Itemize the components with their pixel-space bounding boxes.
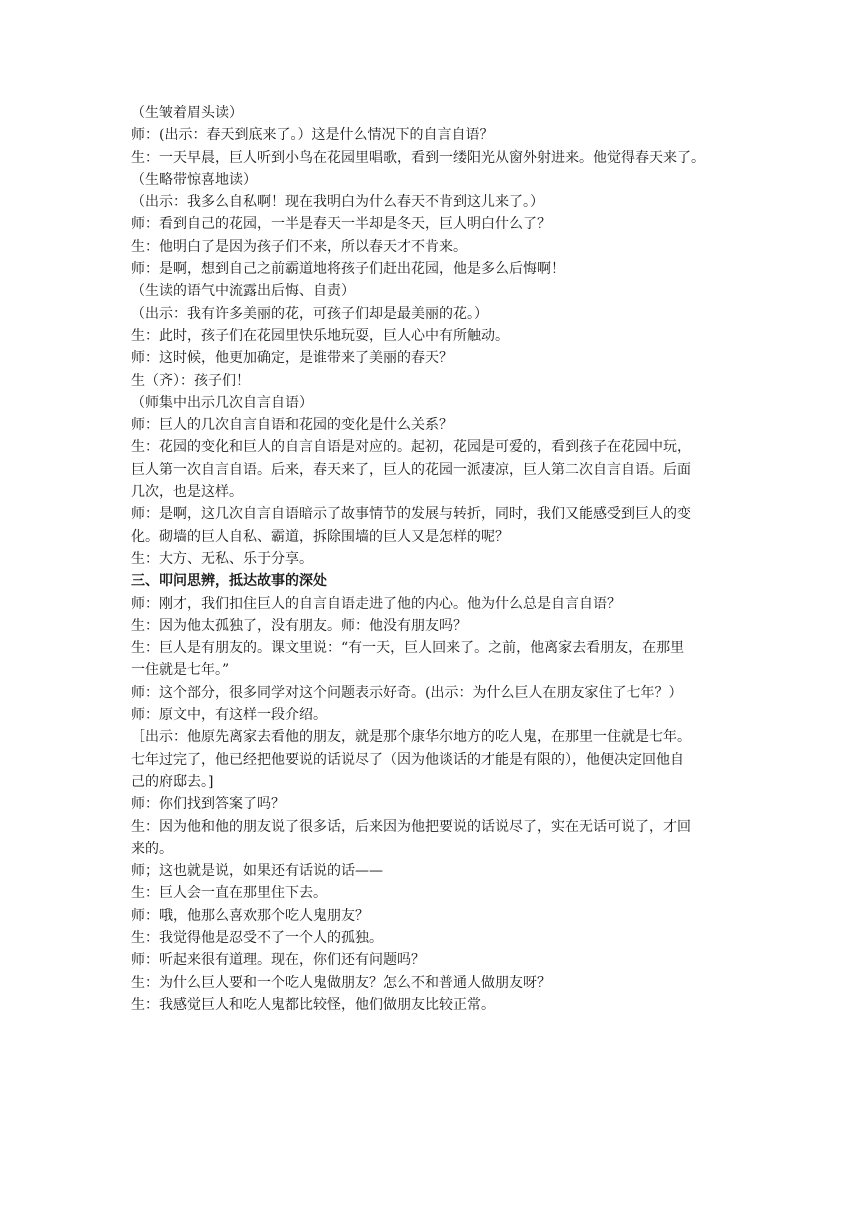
text-line: 生：因为他太孤独了，没有朋友。师：他没有朋友吗？ — [131, 617, 467, 634]
text-line: 师：原文中，有这样一段介绍。 — [131, 707, 327, 724]
text-line: 生：花园的变化和巨人的自言自语是对应的。起初，花园是可爱的，看到孩子在花园中玩， — [131, 439, 691, 456]
text-line: 师：刚才，我们扣住巨人的自言自语走进了他的内心。他为什么总是自言自语？ — [131, 595, 621, 612]
text-line: （出示：我有许多美丽的花，可孩子们却是最美丽的花。） — [131, 305, 488, 322]
text-line: 师：看到自己的花园，一半是春天一半却是冬天，巨人明白什么了？ — [131, 216, 551, 233]
text-line: 生：我觉得他是忍受不了一个人的孤独。 — [131, 929, 383, 946]
text-line: 七年过完了，他已经把他要说的话说尽了（因为他谈话的才能是有限的），他便决定回他自 — [131, 751, 684, 768]
text-line: 化。砌墙的巨人自私、霸道，拆除围墙的巨人又是怎样的呢？ — [131, 528, 509, 545]
text-line: 师：(出示：春天到底来了。）这是什么情况下的自言自语？ — [131, 127, 494, 144]
text-line: 生：他明白了是因为孩子们不来，所以春天才不肯来。 — [131, 238, 467, 255]
text-line: 几次，也是这样。 — [131, 484, 243, 501]
text-line: 生：巨人会一直在那里住下去。 — [131, 885, 327, 902]
text-line: （生略带惊喜地读） — [131, 171, 257, 188]
text-line: 一住就是七年。” — [131, 662, 230, 679]
text-line: （出示：我多么自私啊！现在我明白为什么春天不肯到这儿来了。） — [131, 194, 544, 211]
text-line: 师：这个部分，很多同学对这个问题表示好奇。(出示：为什么巨人在朋友家住了七年？） — [131, 684, 683, 701]
text-line: 来的。 — [131, 840, 173, 857]
text-line: 巨人第一次自言自语。后来，春天来了，巨人的花园一派凄凉，巨人第二次自言自语。后面 — [131, 461, 691, 478]
text-line: 师：是啊，这几次自言自语暗示了故事情节的发展与转折，同时，我们又能感受到巨人的变 — [131, 506, 691, 523]
text-line: 生：巨人是有朋友的。课文里说：“有一天，巨人回来了。之前，他离家去看朋友，在那里 — [131, 640, 685, 657]
text-line: 师：哦，他那么喜欢那个吃人鬼朋友？ — [131, 907, 369, 924]
text-line: 生：此时，孩子们在花园里快乐地玩耍，巨人心中有所触动。 — [131, 327, 509, 344]
text-line: 生：我感觉巨人和吃人鬼都比较怪，他们做朋友比较正常。 — [131, 996, 495, 1013]
text-line: （生皱着眉头读） — [131, 105, 243, 121]
text-line: 师；这也就是说，如果还有话说的话—— — [131, 863, 383, 880]
text-line: 师：听起来很有道理。现在，你们还有问题吗？ — [131, 952, 425, 969]
text-line: 师：巨人的几次自言自语和花园的变化是什么关系？ — [131, 417, 453, 434]
text-line: 生（齐）：孩子们！ — [131, 372, 250, 389]
text-line: 师：你们找到答案了吗？ — [131, 796, 285, 813]
text-line: 己的府邸去。] — [131, 773, 214, 790]
text-line: 生：大方、无私、乐于分享。 — [131, 550, 313, 567]
text-line: 生：为什么巨人要和一个吃人鬼做朋友？怎么不和普通人做朋友呀？ — [131, 974, 551, 991]
section-heading: 三、叩问思辨，抵达故事的深处 — [131, 573, 327, 590]
text-line: （生读的语气中流露出后悔、自责） — [131, 283, 355, 300]
text-line: 师：这时候，他更加确定，是谁带来了美丽的春天？ — [131, 350, 453, 367]
text-line: 生：一天早晨，巨人听到小鸟在花园里唱歌，看到一缕阳光从窗外射进来。他觉得春天来了。 — [131, 149, 705, 166]
text-line: （师集中出示几次自言自语） — [131, 394, 313, 411]
text-line: ［出示：他原先离家去看他的朋友，就是那个康华尔地方的吃人鬼，在那里一住就是七年。 — [131, 729, 691, 746]
text-line: 师：是啊，想到自己之前霸道地将孩子们赶出花园，他是多么后悔啊！ — [131, 261, 565, 278]
document-page — [131, 102, 731, 1016]
text-line: 生：因为他和他的朋友说了很多话，后来因为他把要说的话说尽了，实在无话可说了，才回 — [131, 818, 691, 835]
